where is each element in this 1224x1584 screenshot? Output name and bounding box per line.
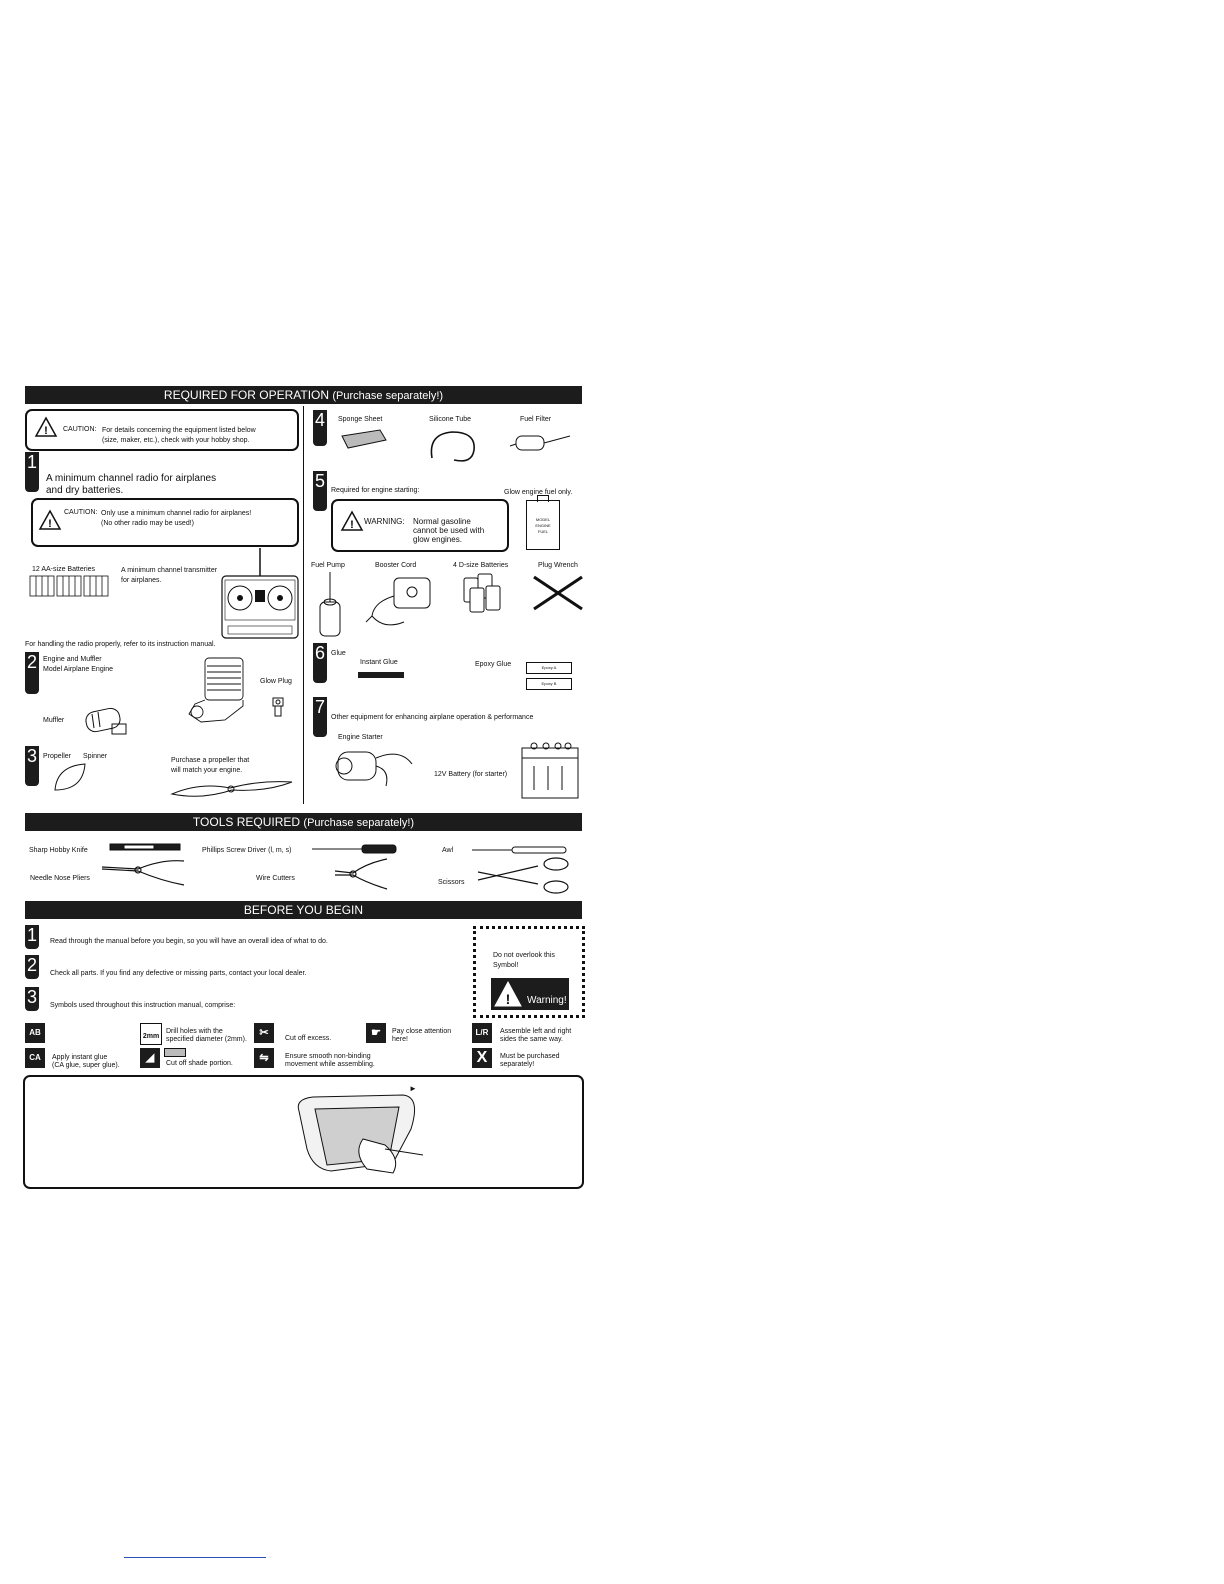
awl-illustration xyxy=(472,845,568,855)
warning-triangle-icon xyxy=(39,510,61,530)
instant-glue-label: Instant Glue xyxy=(360,659,398,666)
booster-cord-label: Booster Cord xyxy=(375,562,417,569)
attention-text: Pay close attention here! xyxy=(392,1028,452,1043)
propeller-label: Propeller xyxy=(43,753,72,760)
silicone-tube-label: Silicone Tube xyxy=(429,416,472,423)
header-sub: (Purchase separately!) xyxy=(303,817,415,829)
hobby-knife-label: Sharp Hobby Knife xyxy=(29,847,88,854)
smooth-movement-icon: ⇋ xyxy=(254,1048,274,1068)
warning-badge-text: Warning! xyxy=(527,995,567,1006)
aa-batteries-illustration xyxy=(30,576,110,598)
assemble-text: Assemble left and right sides the same way. xyxy=(500,1028,572,1043)
ca-glue-text: Apply instant glue (CA glue, super glue). xyxy=(52,1054,120,1069)
warning-triangle-icon xyxy=(341,511,363,531)
step-number-begin-3: 3 xyxy=(25,987,39,1011)
glue-label: Glue xyxy=(331,650,346,657)
step-number-begin-2: 2 xyxy=(25,955,39,979)
step-number-4: 4 xyxy=(313,410,327,446)
step-number-3: 3 xyxy=(25,746,39,786)
ab-symbol-icon: AB xyxy=(25,1023,45,1043)
drill-symbol-text: Drill holes with the specified diameter (2mm). xyxy=(166,1028,247,1043)
12v-battery-label: 12V Battery (for starter) xyxy=(434,771,508,778)
warning-badge xyxy=(491,978,569,1010)
fuel-pump-label: Fuel Pump xyxy=(311,562,345,569)
screwdriver-illustration xyxy=(312,843,398,855)
fuel-filter-label: Fuel Filter xyxy=(520,416,552,423)
epoxy-glue-label: Epoxy Glue xyxy=(475,661,512,668)
step-number-5: 5 xyxy=(313,471,327,511)
column-divider xyxy=(303,406,304,804)
iron-covering-box xyxy=(23,1075,584,1189)
silicone-tube-illustration xyxy=(428,428,478,466)
caution-box-radio xyxy=(31,498,299,547)
step-number-begin-1: 1 xyxy=(25,925,39,949)
fuel-only-label: Glow engine fuel only. xyxy=(504,489,573,496)
caution-text: For details concerning the equipment listed below (size, maker, etc.), check with your hobby shop. xyxy=(102,427,256,444)
required-label: Required for engine starting: xyxy=(331,487,420,494)
awl-label: Awl xyxy=(442,847,454,854)
x-symbol-icon: X xyxy=(472,1048,492,1068)
plug-wrench-illustration xyxy=(530,573,586,613)
shade-sample xyxy=(164,1048,186,1057)
engine-title: Engine and Muffler Model Airplane Engine xyxy=(43,656,114,673)
fuel-can-cap xyxy=(537,495,549,502)
engine-starter-illustration xyxy=(330,744,420,794)
ca-glue-icon: CA xyxy=(25,1048,45,1068)
12v-battery-illustration xyxy=(520,740,582,800)
warning-triangle-icon xyxy=(35,417,57,437)
aa-batteries-label: 12 AA-size Batteries xyxy=(32,566,96,573)
warning-label: WARNING: xyxy=(364,517,405,526)
cut-excess-icon: ✂ xyxy=(254,1023,274,1043)
left-right-icon: L/R xyxy=(472,1023,492,1043)
sponge-label: Sponge Sheet xyxy=(338,416,383,423)
fuel-can-illustration xyxy=(526,500,560,550)
item1-text: A minimum channel radio for airplanes and dry batteries. xyxy=(46,473,217,496)
sponge-illustration xyxy=(340,428,388,450)
d-batteries-illustration xyxy=(462,572,506,614)
svg-text:!: ! xyxy=(350,519,354,531)
screwdriver-label: Phillips Screw Driver (l, m, s) xyxy=(202,847,292,854)
caution-box-main xyxy=(25,409,299,451)
propeller-illustration xyxy=(170,776,294,800)
svg-text:!: ! xyxy=(505,991,511,1007)
glow-plug-illustration xyxy=(271,698,285,720)
iron-covering-illustration xyxy=(293,1089,423,1179)
shade-cut-icon: ◢ xyxy=(140,1048,160,1068)
caution-label: CAUTION: xyxy=(63,426,97,433)
pointing-hand-icon: ☛ xyxy=(366,1023,386,1043)
begin-step-2: Check all parts. If you find any defective or missing parts, contact your local dealer. xyxy=(50,970,307,977)
overlook-text: Do not overlook this Symbol! xyxy=(493,952,555,969)
svg-text:!: ! xyxy=(44,425,48,437)
engine-starter-label: Engine Starter xyxy=(338,734,383,741)
step-number-6: 6 xyxy=(313,643,327,683)
header-title: BEFORE YOU BEGIN xyxy=(243,903,364,917)
epoxy-b-tube: Epoxy B xyxy=(526,678,572,690)
transmitter-label: A minimum channel transmitter for airplanes. xyxy=(121,567,218,584)
drill-symbol-icon: 2mm xyxy=(140,1023,162,1045)
instant-glue-illustration xyxy=(358,672,404,678)
overlook-symbol-box xyxy=(473,926,585,1018)
header-sub: (Purchase separately!) xyxy=(332,390,444,402)
caution-text: Only use a minimum channel radio for airplanes! (No other radio may be used!) xyxy=(101,510,252,527)
muffler-illustration xyxy=(82,704,130,738)
step-number-2: 2 xyxy=(25,652,39,694)
wire-cutters-illustration xyxy=(333,857,389,891)
scissors-label: Scissors xyxy=(438,879,465,886)
link-underline xyxy=(124,1557,266,1558)
spinner-illustration xyxy=(53,762,87,792)
step-number-7: 7 xyxy=(313,697,327,737)
muffler-label: Muffler xyxy=(43,717,65,724)
smooth-text: Ensure smooth non-binding movement while assembling. xyxy=(285,1053,375,1068)
warning-text: Normal gasoline cannot be used with glow engines. xyxy=(413,517,485,544)
header-title: TOOLS REQUIRED xyxy=(192,815,301,829)
warning-triangle-icon xyxy=(493,980,523,1008)
booster-cord-illustration xyxy=(364,572,454,632)
purchase-text: Must be purchased separately! xyxy=(500,1053,560,1068)
header-title: REQUIRED FOR OPERATION xyxy=(163,388,330,402)
begin-step-1: Read through the manual before you begin, so you will have an overall idea of what to do. xyxy=(50,938,328,945)
transmitter-illustration xyxy=(220,548,300,640)
d-batteries-label: 4 D-size Batteries xyxy=(453,562,509,569)
epoxy-a-tube: Epoxy A xyxy=(526,662,572,674)
svg-text:!: ! xyxy=(48,518,52,530)
section-header-tools xyxy=(25,813,582,831)
section-header-begin xyxy=(25,901,582,919)
warning-box-gasoline xyxy=(331,499,509,552)
caution-label: CAUTION: xyxy=(64,509,98,516)
propeller-note: Purchase a propeller that will match your engine. xyxy=(171,757,250,774)
fuel-pump-illustration xyxy=(316,572,346,638)
begin-step-3: Symbols used throughout this instruction manual, comprise: xyxy=(50,1002,236,1009)
section-header-required xyxy=(25,386,582,404)
wire-cutters-label: Wire Cutters xyxy=(256,875,295,882)
shade-text: Cut off shade portion. xyxy=(166,1060,233,1067)
radio-note: For handling the radio properly, refer to its instruction manual. xyxy=(25,641,216,648)
step-number-1: 1 xyxy=(25,452,39,492)
scissors-illustration xyxy=(478,856,572,896)
item7-text: Other equipment for enhancing airplane operation & performance xyxy=(331,714,534,721)
needle-pliers-label: Needle Nose Pliers xyxy=(30,875,90,882)
engine-illustration xyxy=(185,656,247,728)
spinner-label: Spinner xyxy=(83,753,108,760)
hobby-knife-illustration xyxy=(110,842,184,854)
plug-wrench-label: Plug Wrench xyxy=(538,562,578,569)
glow-plug-label: Glow Plug xyxy=(260,678,292,685)
cut-excess-text: Cut off excess. xyxy=(285,1035,332,1042)
arrow-marker: ► xyxy=(409,1084,417,1093)
needle-pliers-illustration xyxy=(102,857,186,887)
fuel-filter-illustration xyxy=(510,428,574,456)
fuel-can-text: MODEL ENGINE FUEL xyxy=(535,517,551,534)
